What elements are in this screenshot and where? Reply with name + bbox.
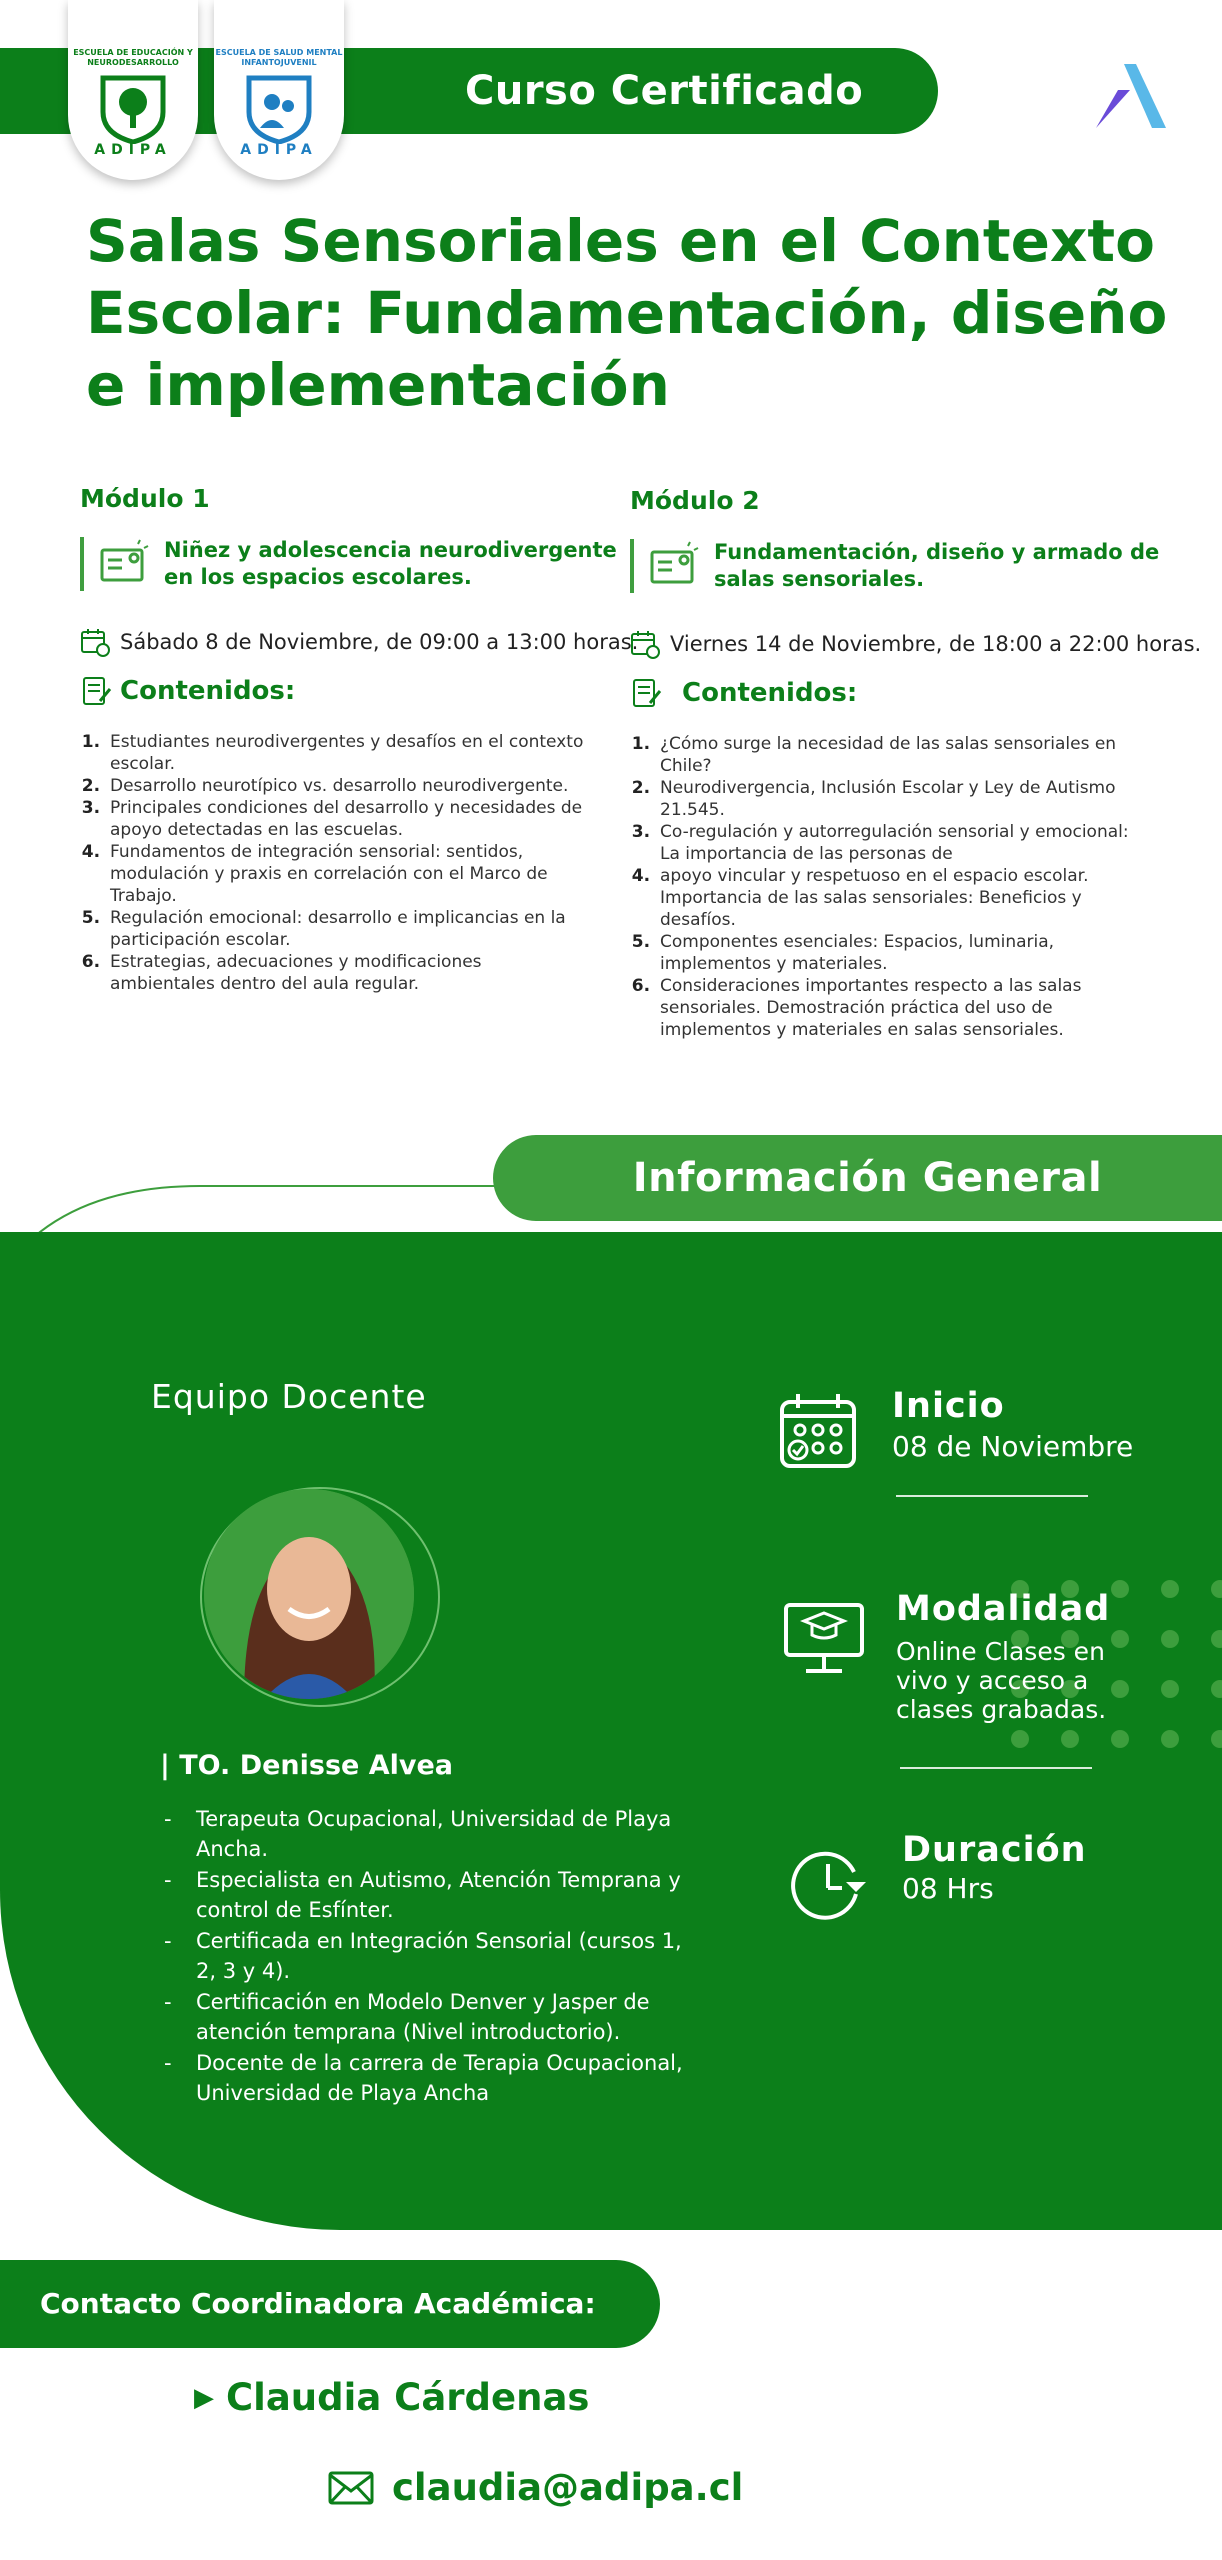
module-2-contents-list <box>630 733 1150 1041</box>
divider <box>900 1767 1092 1769</box>
module-2-topic <box>630 539 1210 593</box>
module-2 <box>630 486 1210 1041</box>
module-2-contents-label: Contenidos: <box>682 678 858 708</box>
list-item: 2. Neurodivergencia, Inclusión Escolar y Ley de Autismo 21.545. <box>656 777 1150 821</box>
tree-shield-icon <box>98 72 168 144</box>
list-item: 5. Regulación emocional: desarrollo e implicancias en la participación escolar. <box>106 907 590 951</box>
module-2-topic-text: Fundamentación, diseño y armado de salas sensoriales. <box>714 540 1160 591</box>
module-2-contents-heading <box>630 677 1210 709</box>
modality-label: Modalidad <box>896 1589 1111 1629</box>
list-item: - Certificada en Integración Sensorial (cursos 1, 2, 3 y 4). <box>164 1926 694 1986</box>
start-label: Inicio <box>892 1386 1005 1426</box>
calendar-icon <box>80 627 110 657</box>
avatar <box>204 1489 414 1699</box>
divider <box>896 1495 1088 1497</box>
online-class-icon <box>784 1597 864 1677</box>
list-item: - Especialista en Autismo, Atención Temprana y control de Esfínter. <box>164 1865 694 1925</box>
list-item: 6. Estrategias, adecuaciones y modificaciones ambientales dentro del aula regular. <box>106 951 590 995</box>
logo-right-text: ESCUELA DE SALUD MENTAL INFANTOJUVENIL <box>215 48 343 67</box>
caret-right-icon: ▶ <box>194 2382 214 2413</box>
list-item: - Docente de la carrera de Terapia Ocupacional, Universidad de Playa Ancha <box>164 2048 694 2108</box>
coordinator-name <box>194 2376 589 2419</box>
logo-left-brand: ADIPA <box>94 142 172 158</box>
coordinator-email[interactable] <box>328 2466 743 2509</box>
list-item: - Certificación en Modelo Denver y Jasper de atención temprana (Nivel introductorio). <box>164 1987 694 2047</box>
module-1 <box>80 484 640 995</box>
duration-label: Duración <box>902 1830 1087 1870</box>
module-1-date <box>80 627 640 657</box>
classroom-board-icon <box>648 540 700 592</box>
module-2-date-text: Viernes 14 de Noviembre, de 18:00 a 22:00 horas. <box>670 632 1202 656</box>
logo-mental-health-school <box>214 0 344 180</box>
module-2-date <box>630 629 1210 659</box>
module-1-topic <box>80 537 640 591</box>
list-item: 6. Consideraciones importantes respecto a las salas sensoriales. Demostración práctica del uso de implementos y materiales en salas sensoriales. <box>656 975 1150 1041</box>
list-item: 5. Componentes esenciales: Espacios, luminaria, implementos y materiales. <box>656 931 1150 975</box>
calendar-check-icon <box>778 1392 858 1472</box>
module-1-contents-label: Contenidos: <box>120 676 296 706</box>
teacher-name: | TO. Denisse Alvea <box>160 1750 454 1781</box>
module-1-date-text: Sábado 8 de Noviembre, de 09:00 a 13:00 horas. <box>120 630 639 654</box>
list-item: - Terapeuta Ocupacional, Universidad de Playa Ancha. <box>164 1804 694 1864</box>
info-panel <box>0 1232 1222 2230</box>
logo-left-text: ESCUELA DE EDUCACIÓN Y NEURODESARROLLO <box>73 48 193 67</box>
start-info <box>778 1386 1158 1532</box>
start-value: 08 de Noviembre <box>892 1430 1134 1463</box>
module-1-contents-list <box>80 731 590 995</box>
duration-info <box>788 1830 1168 1952</box>
clock-icon <box>788 1842 868 1922</box>
list-item: 1. ¿Cómo surge la necesidad de las salas sensoriales en Chile? <box>656 733 1150 777</box>
document-icon <box>80 675 112 707</box>
list-item: 3. Principales condiciones del desarrollo y necesidades de apoyo detectadas en las escuelas. <box>106 797 590 841</box>
coordinator-email-text[interactable]: claudia@adipa.cl <box>392 2466 744 2509</box>
banner-label: Curso Certificado <box>465 68 864 114</box>
calendar-icon <box>630 629 660 659</box>
list-item: 3. Co-regulación y autorregulación sensorial y emocional: La importancia de las personas de <box>656 821 1150 865</box>
team-title: Equipo Docente <box>151 1377 427 1416</box>
module-2-heading: Módulo 2 <box>630 486 760 515</box>
document-icon <box>630 677 662 709</box>
list-item: 4. apoyo vincular y respetuoso en el espacio escolar. Importancia de las salas sensoriales: Beneficios y desafíos. <box>656 865 1150 931</box>
module-1-contents-heading <box>80 675 640 707</box>
list-item: 1. Estudiantes neurodivergentes y desafíos en el contexto escolar. <box>106 731 590 775</box>
info-section-title: Información General <box>493 1135 1222 1221</box>
module-1-heading: Módulo 1 <box>80 484 210 513</box>
modality-info <box>784 1589 1164 1767</box>
contact-banner: Contacto Coordinadora Académica: <box>0 2260 660 2348</box>
family-shield-icon <box>244 72 314 144</box>
coordinator-name-text: Claudia Cárdenas <box>226 2376 590 2419</box>
logo-education-school <box>68 0 198 180</box>
classroom-board-icon <box>98 538 150 590</box>
list-item: 4. Fundamentos de integración sensorial: sentidos, modulación y praxis en correlación con el Marco de Trabajo. <box>106 841 590 907</box>
modality-value: Online Clases en vivo y acceso a clases grabadas. <box>896 1637 1107 1724</box>
duration-value: 08 Hrs <box>902 1872 994 1905</box>
adipa-brand-icon <box>1088 56 1168 136</box>
module-1-topic-text: Niñez y adolescencia neurodivergente en los espacios escolares. <box>164 538 617 589</box>
list-item: 2. Desarrollo neurotípico vs. desarrollo neurodivergente. <box>106 775 590 797</box>
teacher-bio-list <box>164 1804 694 2109</box>
logo-right-brand: ADIPA <box>240 142 318 158</box>
envelope-icon <box>328 2471 374 2505</box>
teacher-portrait <box>204 1489 414 1699</box>
course-title: Salas Sensoriales en el Contexto Escolar: Fundamentación, diseño e implementación <box>86 207 1168 419</box>
